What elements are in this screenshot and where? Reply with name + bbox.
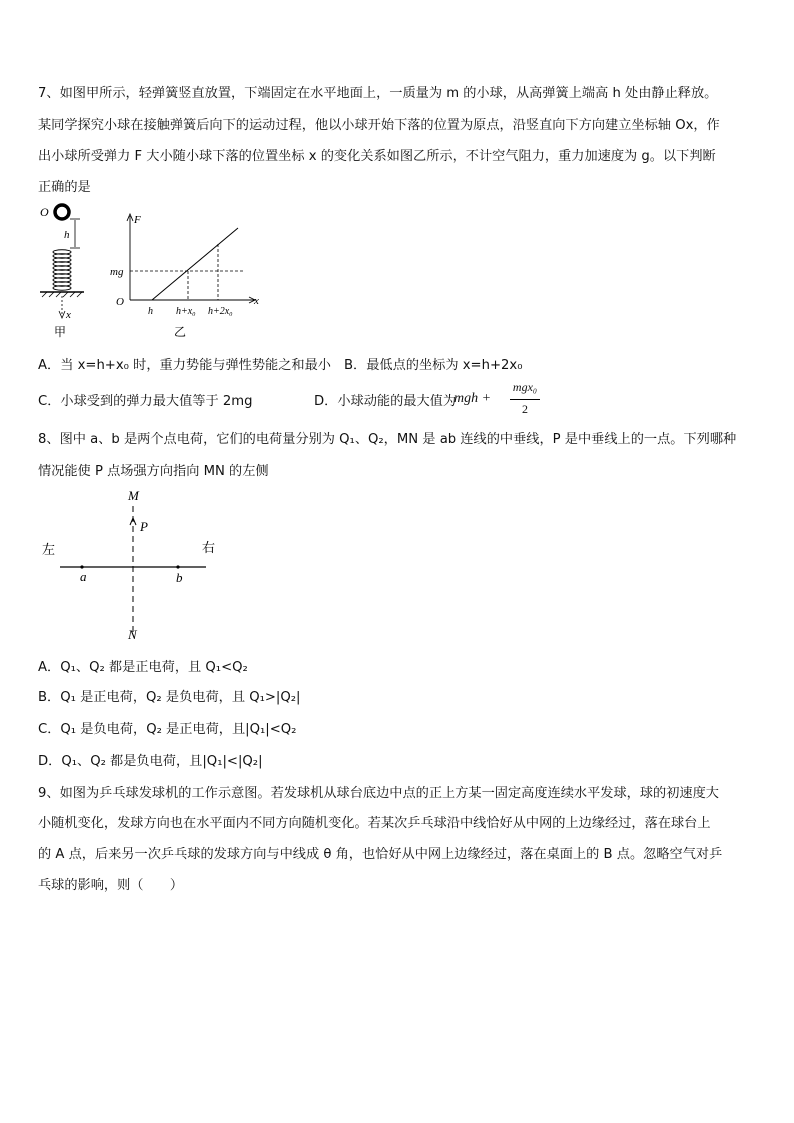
spring-figure [36, 200, 96, 340]
q9-line3: 的 A 点，后来另一次乒乓球的发球方向与中线成 θ 角，也恰好从中网上边缘经过，落在桌面上的 B 点。忽略空气对乒 [38, 847, 723, 862]
q7-line4: 正确的是 [38, 180, 91, 195]
q7-option-d-label: D．小球动能的最大值为 [314, 394, 457, 409]
q7-option-d [314, 390, 456, 409]
fig-yi-caption: 乙 [174, 325, 187, 339]
q8-option-b: B．Q₁ 是正电荷，Q₂ 是负电荷，且 Q₁>|Q₂| [38, 690, 301, 705]
fig-jia-caption: 甲 [54, 325, 67, 339]
q7-line1: 7、如图甲所示，轻弹簧竖直放置，下端固定在水平地面上，一质量为 m 的小球，从高弹簧上端高 h 处由静止释放。 [38, 86, 718, 101]
q7-line2: 某同学探究小球在接触弹簧后向下的运动过程，他以小球开始下落的位置为原点，沿竖直向下方向建立坐标轴 Ox，作 [38, 118, 720, 133]
label-right: 右 [202, 540, 216, 555]
fig-jia-h-label: h [64, 229, 70, 241]
q7-option-b: B．最低点的坐标为 x=h+2x₀ [344, 358, 523, 373]
graph-mg-label: mg [110, 266, 124, 278]
label-a: a [80, 569, 87, 584]
graph-hx0-tick: h+x₀ [176, 306, 196, 317]
graph-h-tick: h [148, 306, 153, 317]
label-M: M [128, 488, 139, 503]
q8-line1: 8、图中 a、b 是两个点电荷，它们的电荷量分别为 Q₁、Q₂，MN 是 ab 连线的中垂线，P 是中垂线上的一点。下列哪种 [38, 432, 737, 447]
graph-x-label: x [254, 295, 259, 307]
label-b: b [176, 570, 183, 585]
fig-jia-x-label: x [66, 309, 71, 321]
q9-line1: 9、如图为乒乓球发球机的工作示意图。若发球机从球台底边中点的正上方某一固定高度连续水平发球，球的初速度大 [38, 786, 719, 801]
q9-line4: 乓球的影响，则（ ） [38, 878, 184, 893]
q8-option-a: A．Q₁、Q₂ 都是正电荷，且 Q₁<Q₂ [38, 660, 248, 675]
label-P: P [140, 519, 148, 534]
formula-numerator: mgx₀ [512, 380, 538, 394]
graph-h2x0-tick: h+2x₀ [208, 306, 233, 317]
graph-F-label: F [134, 214, 141, 226]
q8-option-c: C．Q₁ 是负电荷，Q₂ 是正电荷，且|Q₁|<Q₂ [38, 722, 297, 737]
ball [55, 205, 69, 219]
spring [53, 250, 71, 290]
charge-b [176, 565, 179, 568]
q8-option-d: D．Q₁、Q₂ 都是负电荷，且|Q₁|<|Q₂| [38, 754, 263, 769]
force-line [152, 228, 238, 300]
fraction-bar [510, 399, 540, 400]
force-graph [106, 208, 266, 343]
q7-option-a: A．当 x=h+x₀ 时，重力势能与弹性势能之和最小 [38, 358, 331, 373]
charges-figure [38, 484, 218, 644]
fig-jia-origin-label: O [40, 205, 49, 219]
label-left: 左 [42, 542, 56, 557]
graph-origin-label: O [116, 296, 124, 308]
q7-option-c: C．小球受到的弹力最大值等于 2mg [38, 394, 253, 409]
q7-line3: 出小球所受弹力 F 大小随小球下落的位置坐标 x 的变化关系如图乙所示，不计空气阻力，重力加速度为 g。以下判断 [38, 149, 716, 164]
label-N: N [128, 627, 137, 642]
q8-line2: 情况能使 P 点场强方向指向 MN 的左侧 [38, 464, 269, 479]
q9-line2: 小随机变化，发球方向也在水平面内不同方向随机变化。若某次乒乓球沿中线恰好从中网的上边缘经过，落在球台上 [38, 816, 711, 831]
formula-denominator: 2 [522, 402, 528, 416]
formula-main: mgh + [454, 391, 492, 406]
